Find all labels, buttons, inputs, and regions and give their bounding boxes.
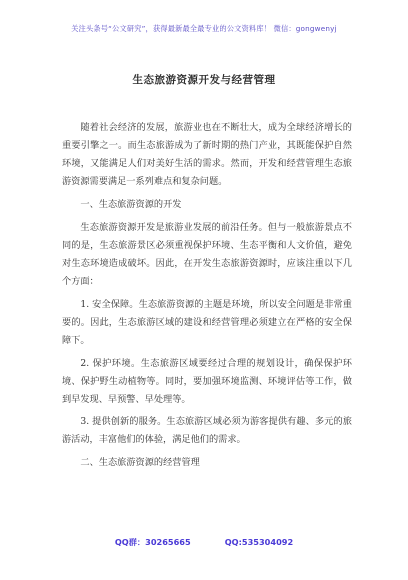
list-item-services: 3. 提供创新的服务。生态旅游区域必须为游客提供有趣、多元的旅游活动，丰富他们的体验，满足他们的需求。 bbox=[62, 416, 352, 446]
footer-contacts bbox=[0, 537, 408, 548]
document-title: 生态旅游资源开发与经营管理 bbox=[132, 74, 276, 86]
list-item-environment: 2. 保护环境。生态旅游区域要经过合理的规划设计，确保保护环境、保护野生动植物等。同时，要加强环境监测、环境评估等工作，做到早发现、早预警、早处理等。 bbox=[62, 357, 352, 405]
list-item-safety: 1. 安全保障。生态旅游资源的主题是环境，所以安全问题是非常重要的。因此，生态旅游区域的建设和经营管理必须建立在严格的安全保障下。 bbox=[62, 298, 352, 346]
footer-qq-group: QQ群：30265665 bbox=[114, 537, 191, 547]
footer-qq-number: QQ:535304092 bbox=[224, 537, 294, 547]
section-heading-management: 二、生态旅游资源的经营管理 bbox=[80, 457, 200, 469]
document-body bbox=[62, 119, 352, 477]
paragraph-development: 生态旅游资源开发是旅游业发展的前沿任务。但与一般旅游景点不同的是，生态旅游景区必须重视保护环境、生态平衡和人文价值，避免对生态环境造成破坏。因此，在开发生态旅游资源时，应该注重以下几个方面： bbox=[62, 221, 352, 287]
header-note: 关注头条号“公文研究”，获得最新最全最专业的公文资料库！ 微信：gongwenyj bbox=[71, 24, 337, 33]
paragraph-intro: 随着社会经济的发展，旅游业也在不断壮大，成为全球经济增长的重要引擎之一。而生态旅游成为了新时期的热门产业，其既能保护自然环境，又能满足人们对美好生活的需求。然而，开发和经营管理生态旅游资源需要满足一系列难点和复杂问题。 bbox=[62, 122, 352, 188]
section-heading-development: 一、生态旅游资源的开发 bbox=[80, 198, 182, 210]
